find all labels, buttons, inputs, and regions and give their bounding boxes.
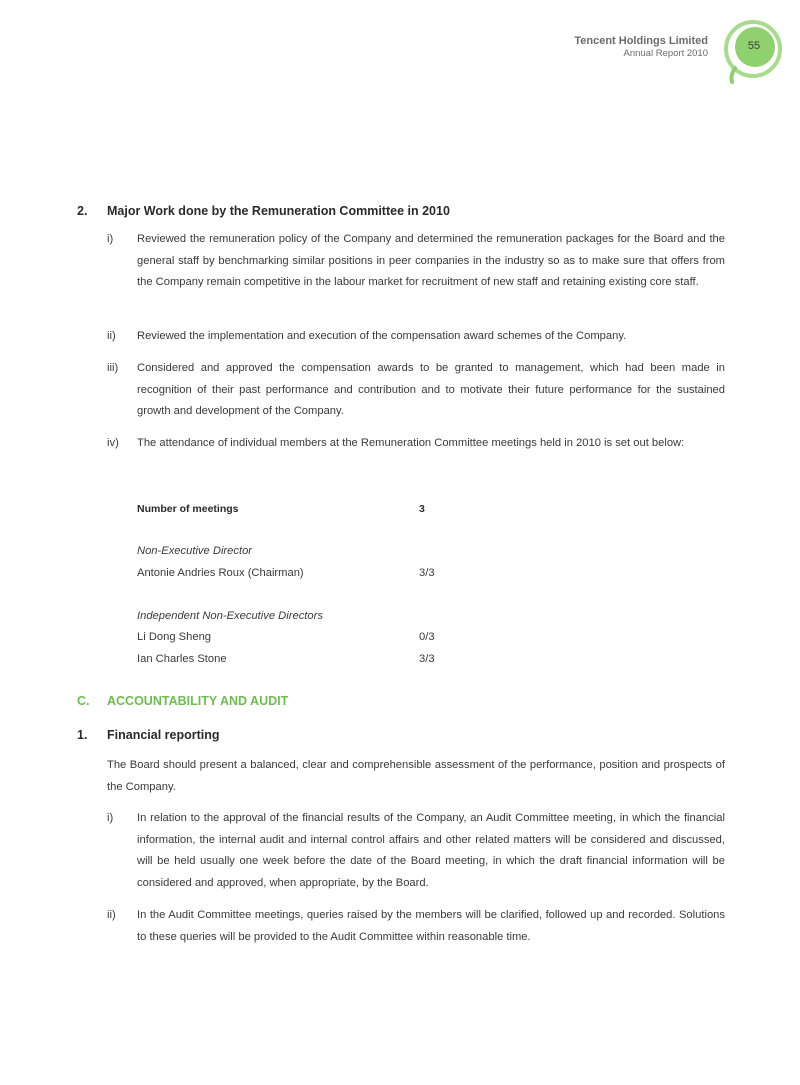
member-name: Li Dong Sheng xyxy=(137,631,212,643)
section-number: 2. xyxy=(77,204,88,218)
list-item-text: Reviewed the implementation and execution of the compensation award schemes of the Company. xyxy=(137,330,627,342)
list-item-text: The attendance of individual members at the Remuneration Committee meetings held in 2010 is set out below: xyxy=(137,437,685,449)
list-item xyxy=(107,433,725,455)
list-item xyxy=(107,808,725,894)
list-item-text: Reviewed the remuneration policy of the Company and determined the remuneration packages for the Board and the general staff by benchmarking similar positions in peer companies in the industry so as to make sure that offers from the Company remain competitive in the labour market for recruitment of new staff and retaining existing core staff. xyxy=(137,233,725,289)
list-item xyxy=(107,229,725,294)
list-item-text: In relation to the approval of the financial results of the Company, an Audit Committee meeting, in which the financial information, the internal audit and internal control affairs and other related matters will be considered and discussed, will be held usually one week before the date of the Board meeting, in which the draft financial information will be considered and approved, when appropriate, by the Board. xyxy=(137,812,725,889)
page-header xyxy=(574,35,708,60)
company-name: Tencent Holdings Limited xyxy=(574,35,708,47)
page-number-badge-icon xyxy=(718,18,788,88)
table-header-label: Number of meetings xyxy=(137,503,239,515)
list-item-text: Considered and approved the compensation awards to be granted to management, which had been made in recognition of their past performance and contribution and to motivate their future performance for the sustained growth and development of the Company. xyxy=(137,362,725,418)
member-name: Ian Charles Stone xyxy=(137,653,227,665)
list-item-label: iv) xyxy=(107,437,119,449)
member-attendance: 3/3 xyxy=(419,653,435,665)
group-label: Independent Non-Executive Directors xyxy=(137,610,323,622)
section-number: C. xyxy=(77,694,90,708)
list-item-label: ii) xyxy=(107,909,116,921)
list-item xyxy=(107,358,725,423)
table-header-value: 3 xyxy=(419,503,425,515)
list-item xyxy=(107,326,725,348)
section-title: Financial reporting xyxy=(107,728,220,742)
member-attendance: 0/3 xyxy=(419,631,435,643)
section-title: Major Work done by the Remuneration Committee in 2010 xyxy=(107,204,450,218)
section-heading-accountability xyxy=(77,694,288,708)
list-item xyxy=(107,905,725,948)
section-title: ACCOUNTABILITY AND AUDIT xyxy=(107,694,289,708)
member-attendance: 3/3 xyxy=(419,567,435,579)
list-item-text: In the Audit Committee meetings, queries raised by the members will be clarified, followed up and recorded. Solutions to these queries will be provided to the Audit Committee within reasonable time. xyxy=(137,909,725,943)
section-heading-financial-reporting xyxy=(77,728,220,742)
list-item-label: i) xyxy=(107,233,114,245)
section-number: 1. xyxy=(77,728,88,742)
report-title: Annual Report 2010 xyxy=(623,48,708,59)
group-label: Non-Executive Director xyxy=(137,545,253,557)
page-number: 55 xyxy=(747,40,761,52)
member-name: Antonie Andries Roux (Chairman) xyxy=(137,567,304,579)
intro-paragraph: The Board should present a balanced, clear and comprehensible assessment of the performance, position and prospects of the Company. xyxy=(107,759,725,793)
list-item-label: i) xyxy=(107,812,114,824)
section-heading-remuneration xyxy=(77,204,450,218)
list-item-label: ii) xyxy=(107,330,116,342)
list-item-label: iii) xyxy=(107,362,119,374)
